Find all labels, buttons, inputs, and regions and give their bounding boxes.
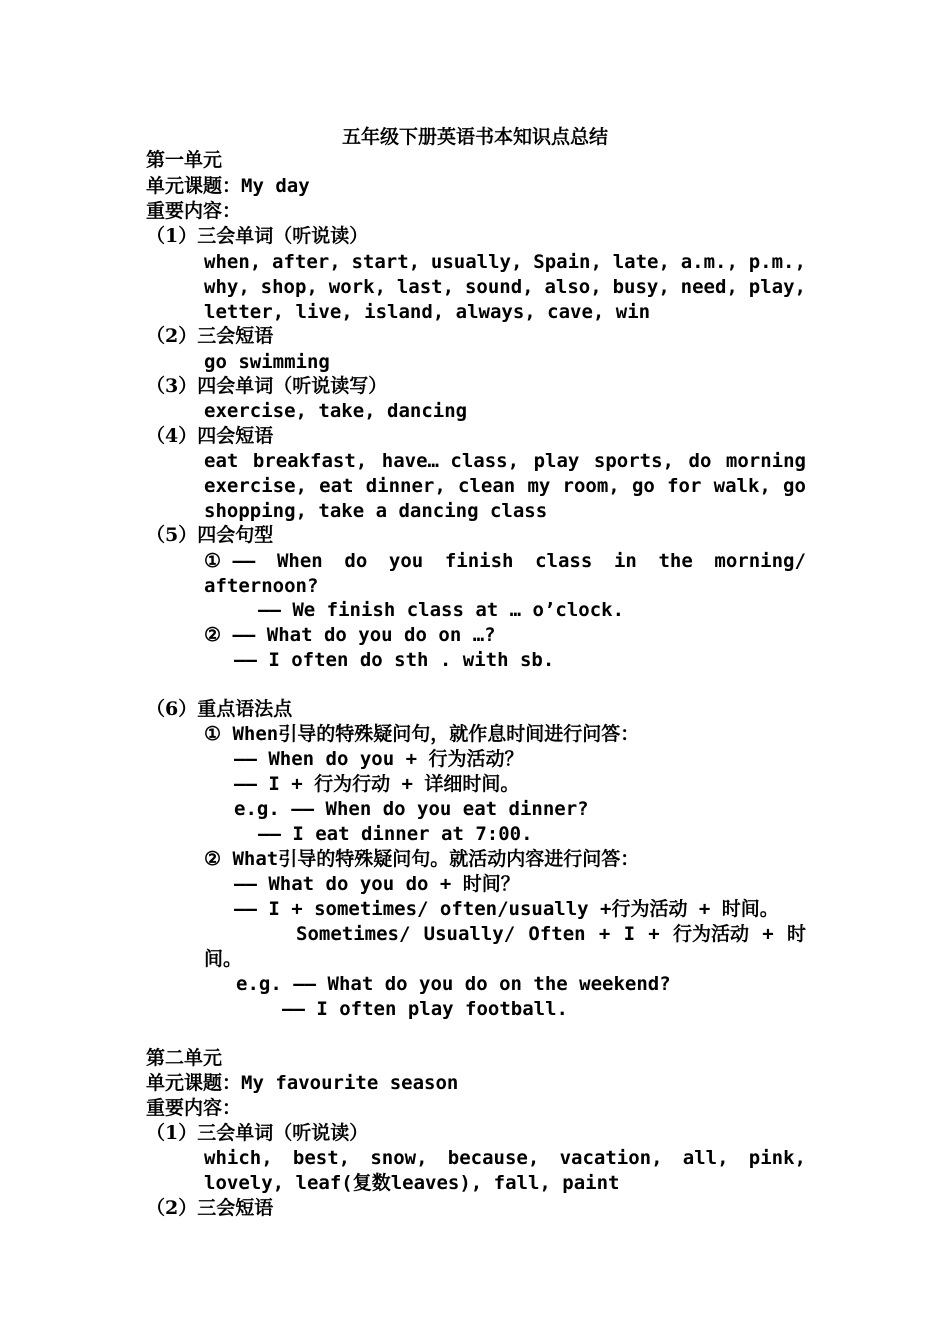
- grammar2-line1: —— What do you do + 时间？: [234, 873, 520, 895]
- word: +: [598, 923, 611, 945]
- unit2-topic-line: [146, 1071, 458, 1095]
- word: Usually/: [423, 923, 516, 945]
- unit2-s1-row1: [204, 1146, 806, 1170]
- word: When: [276, 550, 323, 572]
- unit1-topic-label: 单元课题：: [146, 175, 242, 197]
- unit1-topic-line: [146, 174, 310, 198]
- unit1-heading: 第一单元: [146, 149, 223, 171]
- word: you: [388, 550, 424, 572]
- word: ① ——: [204, 550, 256, 572]
- grammar1-heading: ① When引导的特殊疑问句，就作息时间进行问答：: [204, 723, 640, 745]
- word: pink,: [748, 1147, 806, 1169]
- word: why,: [204, 276, 250, 298]
- word: have… class,: [381, 450, 520, 472]
- word: best,: [292, 1147, 351, 1169]
- unit2-topic: My favourite season: [241, 1072, 459, 1094]
- word: work,: [328, 276, 386, 298]
- word: finish: [444, 550, 514, 572]
- word: a.m.,: [680, 251, 738, 273]
- word: +: [762, 923, 774, 945]
- grammar1-line1: —— When do you + 行为活动？: [234, 748, 524, 770]
- unit1-s5-a2: —— I often do sth . with sb.: [234, 649, 555, 671]
- page-title: 五年级下册英语书本知识点总结: [341, 126, 608, 148]
- unit1-s4-row1: [204, 449, 806, 473]
- word: late,: [612, 251, 670, 273]
- unit1-s5-label: （5）四会句型: [146, 524, 274, 546]
- word: sports,: [593, 450, 674, 472]
- unit2-topic-label: 单元课题：: [146, 1072, 242, 1094]
- word: do: [344, 550, 368, 572]
- unit1-s1-row3: letter, live, island, always, cave, win: [204, 301, 651, 323]
- word: sound,: [464, 276, 534, 298]
- grammar2-line3: [296, 922, 806, 946]
- grammar1-line2: —— I + 行为行动 + 详细时间。: [234, 773, 520, 795]
- word: because,: [447, 1147, 540, 1169]
- unit1-s6-label: （6）重点语法点: [146, 698, 293, 720]
- word: clean: [458, 475, 516, 497]
- grammar1-example-answer: —— I eat dinner at 7:00.: [258, 823, 533, 845]
- unit1-s2-text: go swimming: [204, 351, 330, 373]
- unit1-s1-row1: [204, 250, 806, 274]
- word: which,: [204, 1147, 273, 1169]
- word: morning: [725, 450, 806, 472]
- word: also,: [544, 276, 602, 298]
- unit2-content-label: 重要内容：: [146, 1097, 242, 1119]
- word: Spain,: [533, 251, 602, 273]
- word: morning/: [714, 550, 806, 572]
- word: do: [688, 450, 712, 472]
- word: busy,: [612, 276, 670, 298]
- word: 行为活动: [672, 923, 749, 945]
- unit1-s5-q1-row2: afternoon?: [204, 575, 319, 597]
- word: when,: [204, 251, 262, 273]
- unit1-s3-text: exercise, take, dancing: [204, 400, 468, 422]
- word: go: [631, 475, 655, 497]
- word: dinner,: [365, 475, 446, 497]
- word: need,: [680, 276, 738, 298]
- unit1-s1-row2: [204, 275, 806, 299]
- unit2-heading: 第二单元: [146, 1047, 223, 1069]
- unit2-s1-label: （1）三会单词（听说读）: [146, 1122, 369, 1144]
- word: walk,: [713, 475, 771, 497]
- grammar2-heading: ② What引导的特殊疑问句。就活动内容进行问答：: [204, 848, 640, 870]
- unit2-s2-label: （2）三会短语: [146, 1197, 274, 1219]
- word: my: [527, 475, 551, 497]
- word: for: [667, 475, 702, 497]
- grammar1-example: e.g. —— When do you eat dinner?: [234, 798, 589, 820]
- unit1-s4-label: （4）四会短语: [146, 425, 274, 447]
- grammar2-line4: 间。: [204, 948, 243, 970]
- word: room,: [562, 475, 620, 497]
- word: Often: [528, 923, 586, 945]
- word: exercise,: [204, 475, 307, 497]
- word: snow,: [370, 1147, 428, 1169]
- word: all,: [682, 1147, 729, 1169]
- word: usually,: [430, 251, 523, 273]
- word: start,: [351, 251, 421, 273]
- word: last,: [396, 276, 455, 298]
- unit1-s4-row3: shopping, take a dancing class: [204, 500, 548, 522]
- word: vacation,: [559, 1147, 663, 1169]
- grammar2-example: e.g. —— What do you do on the weekend?: [236, 973, 671, 995]
- word: eat: [204, 450, 239, 472]
- word: the: [658, 550, 693, 572]
- word: in: [613, 550, 637, 572]
- unit1-s5-q2: ② —— What do you do on …?: [204, 624, 496, 646]
- word: Sometimes/: [296, 923, 411, 945]
- unit1-s5-q1-row1: [204, 549, 806, 573]
- unit1-s1-label: （1）三会单词（听说读）: [146, 225, 369, 247]
- word: p.m.,: [748, 251, 806, 273]
- unit1-s5-a1: —— We finish class at … o’clock.: [258, 599, 625, 621]
- word: class: [535, 550, 593, 572]
- unit1-topic: My day: [241, 175, 310, 197]
- unit1-s2-label: （2）三会短语: [146, 325, 274, 347]
- word: breakfast,: [252, 450, 368, 472]
- word: go: [783, 475, 806, 497]
- unit1-content-label: 重要内容：: [146, 200, 242, 222]
- word: +: [648, 923, 660, 945]
- word: I: [623, 923, 636, 945]
- grammar2-line2: —— I + sometimes/ often/usually +行为活动 + 时间。: [234, 898, 779, 920]
- word: eat: [319, 475, 354, 497]
- unit1-s4-row2: [204, 474, 806, 498]
- unit1-s3-label: （3）四会单词（听说读写）: [146, 375, 388, 397]
- word: shop,: [260, 276, 318, 298]
- unit2-s1-row2: lovely, leaf(复数leaves), fall, paint: [204, 1172, 620, 1194]
- word: 时: [786, 923, 806, 945]
- word: play,: [748, 276, 806, 298]
- word: play: [533, 450, 580, 472]
- word: after,: [272, 251, 341, 273]
- grammar2-example-answer: —— I often play football.: [282, 998, 568, 1020]
